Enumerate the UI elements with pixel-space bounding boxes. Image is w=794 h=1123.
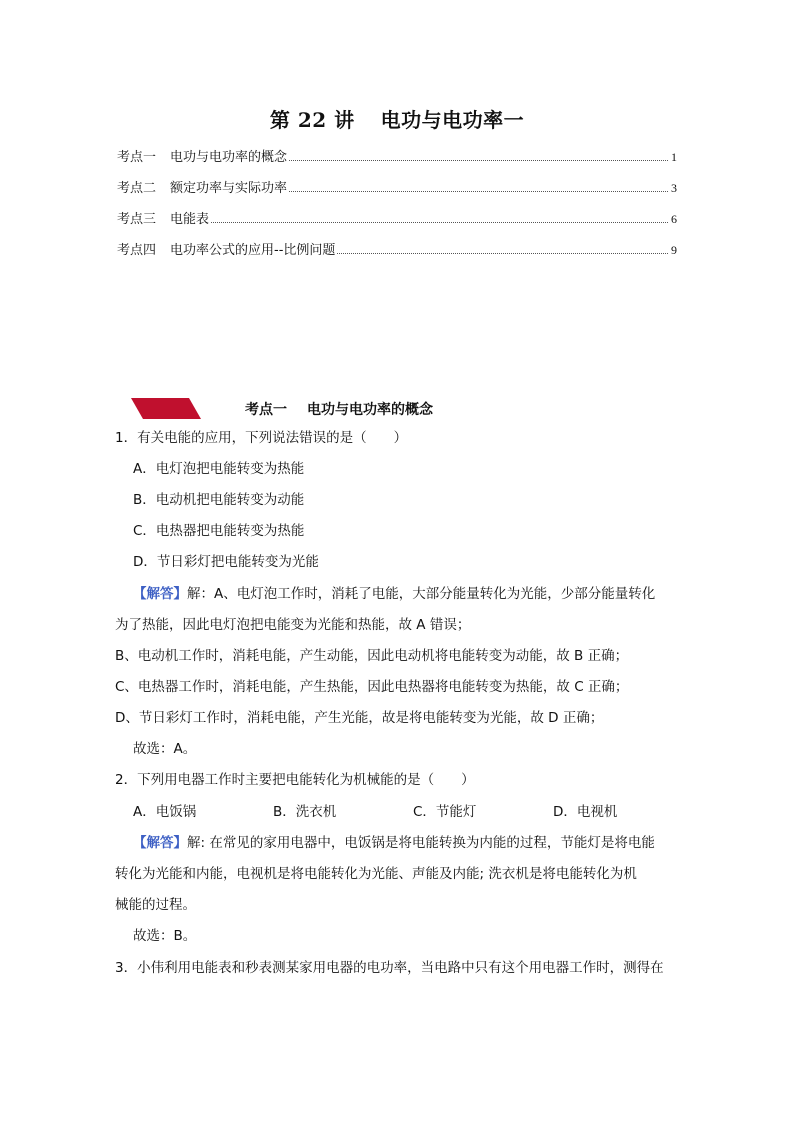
toc-topic: 额定功率与实际功率 xyxy=(170,181,288,196)
toc-topic: 电功率公式的应用--比例问题 xyxy=(170,243,336,258)
question-1-stem: 1．有关电能的应用，下列说法错误的是（ ） xyxy=(115,430,408,446)
toc-leader xyxy=(289,159,668,161)
question-2-option-c: C．节能灯 xyxy=(413,804,477,820)
question-2-option-a: A．电饭锅 xyxy=(133,804,197,820)
toc-entry-1[interactable] xyxy=(117,146,677,177)
table-of-contents xyxy=(117,146,677,270)
toc-leader xyxy=(337,252,668,254)
question-1-answer-line: 为了热能，因此电灯泡把电能变为光能和热能，故 A 错误； xyxy=(115,617,471,633)
toc-label: 考点三 xyxy=(117,212,157,227)
answer-text: 解：A、电灯泡工作时，消耗了电能，大部分能量转化为光能，少部分能量转化 xyxy=(187,586,656,602)
question-1-option-a: A．电灯泡把电能转变为热能 xyxy=(133,461,305,477)
answer-tag: 【解答】 xyxy=(133,835,187,851)
question-1-answer-line xyxy=(133,582,655,602)
lecture-topic: 电功与电功率一 xyxy=(380,108,525,132)
page-title xyxy=(0,104,794,133)
question-2-stem: 2．下列用电器工作时主要把电能转化为机械能的是（ ） xyxy=(115,772,475,788)
section-heading xyxy=(245,399,433,419)
answer-tag: 【解答】 xyxy=(133,586,187,602)
question-1-answer-line: B、电动机工作时，消耗电能，产生动能，因此电动机将电能转变为动能，故 B 正确； xyxy=(115,648,629,664)
toc-entry-4[interactable] xyxy=(117,239,677,270)
answer-text: 解: 在常见的家用电器中，电饭锅是将电能转换为内能的过程，节能灯是将电能 xyxy=(187,835,655,851)
question-2-answer-line: 故选：B。 xyxy=(133,928,197,944)
section-label: 考点一 xyxy=(245,402,287,418)
question-2-answer-line: 械能的过程。 xyxy=(115,897,196,913)
toc-topic: 电能表 xyxy=(170,212,210,227)
question-2-answer-line: 转化为光能和内能，电视机是将电能转化为光能、声能及内能; 洗衣机是将电能转化为机 xyxy=(115,866,637,882)
question-1-answer-line: 故选：A。 xyxy=(133,741,197,757)
section-banner-shape xyxy=(131,398,201,419)
toc-page: 6 xyxy=(671,212,677,226)
toc-page: 1 xyxy=(671,150,677,164)
question-1-answer-line: C、电热器工作时，消耗电能，产生热能，因此电热器将电能转变为热能，故 C 正确； xyxy=(115,679,629,695)
toc-page: 9 xyxy=(671,243,677,257)
lecture-number: 第 22 讲 xyxy=(269,108,355,132)
question-2-answer-line xyxy=(133,831,655,851)
question-2-option-d: D．电视机 xyxy=(553,804,618,820)
toc-label: 考点四 xyxy=(117,243,157,258)
toc-label: 考点一 xyxy=(117,150,157,165)
question-1-option-c: C．电热器把电能转变为热能 xyxy=(133,523,305,539)
toc-label: 考点二 xyxy=(117,181,157,196)
question-2-option-b: B．洗衣机 xyxy=(273,804,337,820)
toc-entry-2[interactable] xyxy=(117,177,677,208)
toc-leader xyxy=(211,221,668,223)
question-1-option-b: B．电动机把电能转变为动能 xyxy=(133,492,305,508)
question-3-stem: 3．小伟利用电能表和秒表测某家用电器的电功率，当电路中只有这个用电器工作时，测得在 xyxy=(115,960,664,976)
toc-leader xyxy=(289,190,668,192)
section-topic: 电功与电功率的概念 xyxy=(307,402,433,418)
question-1-answer-line: D、节日彩灯工作时，消耗电能，产生光能，故是将电能转变为光能，故 D 正确； xyxy=(115,710,604,726)
question-1-option-d: D．节日彩灯把电能转变为光能 xyxy=(133,554,319,570)
toc-topic: 电功与电功率的概念 xyxy=(170,150,288,165)
toc-page: 3 xyxy=(671,181,677,195)
toc-entry-3[interactable] xyxy=(117,208,677,239)
question-2-options xyxy=(133,800,693,820)
